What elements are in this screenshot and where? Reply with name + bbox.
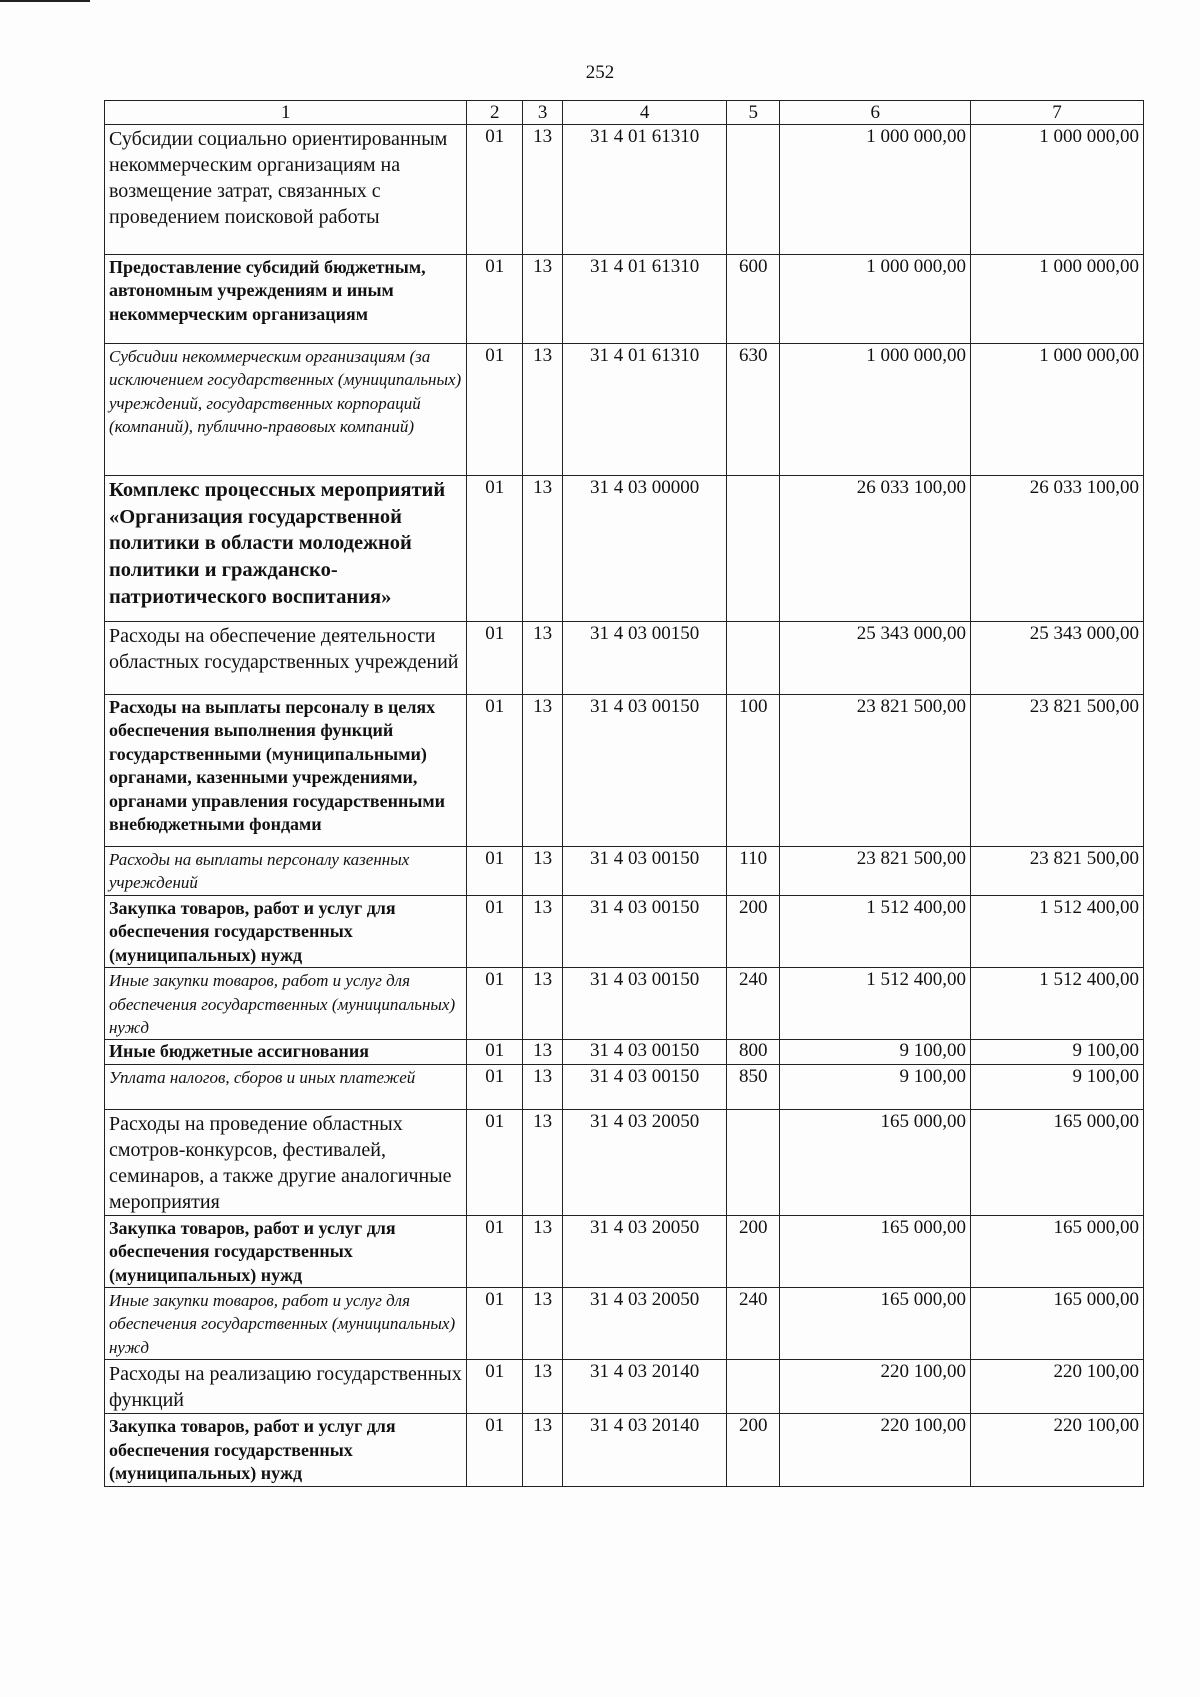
expense-type-code: 240 xyxy=(726,968,780,1040)
section-code: 01 xyxy=(467,695,523,847)
target-article-code: 31 4 03 00000 xyxy=(563,476,727,622)
expense-type-code: 200 xyxy=(726,1215,780,1287)
amount-year-2: 9 100,00 xyxy=(970,1040,1143,1064)
amount-year-2: 1 000 000,00 xyxy=(970,255,1143,344)
row-name: Иные закупки товаров, работ и услуг для обеспечения государственных (муниципальных) нужд xyxy=(105,968,467,1040)
table-row xyxy=(105,1064,1144,1109)
section-code: 01 xyxy=(467,1288,523,1360)
amount-year-2: 25 343 000,00 xyxy=(970,622,1143,695)
header-col-6: 6 xyxy=(780,101,971,125)
amount-year-1: 165 000,00 xyxy=(780,1288,971,1360)
amount-year-1: 1 000 000,00 xyxy=(780,344,971,476)
table-row xyxy=(105,1288,1144,1360)
amount-year-1: 165 000,00 xyxy=(780,1215,971,1287)
amount-year-1: 25 343 000,00 xyxy=(780,622,971,695)
section-code: 01 xyxy=(467,1040,523,1064)
header-col-1: 1 xyxy=(105,101,467,125)
row-name: Закупка товаров, работ и услуг для обеспечения государственных (муниципальных) нужд xyxy=(105,1215,467,1287)
row-name: Уплата налогов, сборов и иных платежей xyxy=(105,1064,467,1109)
target-article-code: 31 4 03 00150 xyxy=(563,1064,727,1109)
header-col-4: 4 xyxy=(563,101,727,125)
target-article-code: 31 4 03 00150 xyxy=(563,695,727,847)
target-article-code: 31 4 03 20050 xyxy=(563,1288,727,1360)
expense-type-code: 110 xyxy=(726,847,780,896)
row-name: Закупка товаров, работ и услуг для обеспечения государственных (муниципальных) нужд xyxy=(105,1414,467,1486)
header-row xyxy=(105,101,1144,125)
section-code: 01 xyxy=(467,255,523,344)
target-article-code: 31 4 03 00150 xyxy=(563,968,727,1040)
expense-type-code xyxy=(726,1360,780,1414)
page-number: 252 xyxy=(585,62,615,83)
row-name: Субсидии социально ориентированным некоммерческим организациям на возмещение затрат, связанных с проведением поисковой работы xyxy=(105,125,467,255)
subsection-code: 13 xyxy=(523,1064,563,1109)
target-article-code: 31 4 03 00150 xyxy=(563,622,727,695)
section-code: 01 xyxy=(467,1360,523,1414)
expense-type-code: 100 xyxy=(726,695,780,847)
row-name: Расходы на выплаты персоналу казенных учреждений xyxy=(105,847,467,896)
section-code: 01 xyxy=(467,125,523,255)
section-code: 01 xyxy=(467,344,523,476)
target-article-code: 31 4 01 61310 xyxy=(563,125,727,255)
amount-year-1: 9 100,00 xyxy=(780,1064,971,1109)
row-name: Расходы на обеспечение деятельности областных государственных учреждений xyxy=(105,622,467,695)
table-row xyxy=(105,1040,1144,1064)
subsection-code: 13 xyxy=(523,125,563,255)
table-row xyxy=(105,1360,1144,1414)
amount-year-2: 220 100,00 xyxy=(970,1360,1143,1414)
amount-year-1: 1 512 400,00 xyxy=(780,968,971,1040)
row-name: Иные закупки товаров, работ и услуг для обеспечения государственных (муниципальных) нужд xyxy=(105,1288,467,1360)
subsection-code: 13 xyxy=(523,968,563,1040)
header-col-2: 2 xyxy=(467,101,523,125)
subsection-code: 13 xyxy=(523,255,563,344)
expense-type-code: 630 xyxy=(726,344,780,476)
target-article-code: 31 4 01 61310 xyxy=(563,255,727,344)
amount-year-1: 23 821 500,00 xyxy=(780,695,971,847)
section-code: 01 xyxy=(467,1215,523,1287)
expense-type-code: 200 xyxy=(726,1414,780,1486)
target-article-code: 31 4 03 20050 xyxy=(563,1215,727,1287)
subsection-code: 13 xyxy=(523,1109,563,1215)
table-row xyxy=(105,1414,1144,1486)
top-rule xyxy=(0,0,90,2)
expense-type-code: 200 xyxy=(726,895,780,967)
subsection-code: 13 xyxy=(523,1360,563,1414)
expense-type-code: 240 xyxy=(726,1288,780,1360)
table-row xyxy=(105,1215,1144,1287)
subsection-code: 13 xyxy=(523,847,563,896)
section-code: 01 xyxy=(467,895,523,967)
amount-year-1: 220 100,00 xyxy=(780,1414,971,1486)
amount-year-2: 165 000,00 xyxy=(970,1215,1143,1287)
expense-type-code xyxy=(726,1109,780,1215)
budget-table xyxy=(104,100,1144,1487)
amount-year-2: 1 512 400,00 xyxy=(970,968,1143,1040)
row-name: Иные бюджетные ассигнования xyxy=(105,1040,467,1064)
section-code: 01 xyxy=(467,968,523,1040)
subsection-code: 13 xyxy=(523,1414,563,1486)
target-article-code: 31 4 01 61310 xyxy=(563,344,727,476)
section-code: 01 xyxy=(467,476,523,622)
section-code: 01 xyxy=(467,1064,523,1109)
header-col-5: 5 xyxy=(726,101,780,125)
amount-year-2: 9 100,00 xyxy=(970,1064,1143,1109)
table-row xyxy=(105,695,1144,847)
table-row xyxy=(105,344,1144,476)
amount-year-1: 1 000 000,00 xyxy=(780,125,971,255)
target-article-code: 31 4 03 00150 xyxy=(563,1040,727,1064)
amount-year-2: 1 512 400,00 xyxy=(970,895,1143,967)
row-name: Закупка товаров, работ и услуг для обеспечения государственных (муниципальных) нужд xyxy=(105,895,467,967)
subsection-code: 13 xyxy=(523,1215,563,1287)
table-row xyxy=(105,895,1144,967)
amount-year-1: 26 033 100,00 xyxy=(780,476,971,622)
subsection-code: 13 xyxy=(523,1288,563,1360)
table-row xyxy=(105,847,1144,896)
row-name: Комплекс процессных мероприятий «Организация государственной политики в области молодежной политики и гражданско-патриотического воспитания» xyxy=(105,476,467,622)
table-row xyxy=(105,476,1144,622)
table-row xyxy=(105,1109,1144,1215)
row-name: Расходы на проведение областных смотров-конкурсов, фестивалей, семинаров, а также другие аналогичные мероприятия xyxy=(105,1109,467,1215)
subsection-code: 13 xyxy=(523,695,563,847)
amount-year-1: 23 821 500,00 xyxy=(780,847,971,896)
amount-year-1: 9 100,00 xyxy=(780,1040,971,1064)
expense-type-code xyxy=(726,125,780,255)
amount-year-1: 1 512 400,00 xyxy=(780,895,971,967)
amount-year-2: 23 821 500,00 xyxy=(970,695,1143,847)
amount-year-2: 23 821 500,00 xyxy=(970,847,1143,896)
amount-year-2: 1 000 000,00 xyxy=(970,125,1143,255)
subsection-code: 13 xyxy=(523,344,563,476)
subsection-code: 13 xyxy=(523,622,563,695)
amount-year-2: 165 000,00 xyxy=(970,1109,1143,1215)
section-code: 01 xyxy=(467,1414,523,1486)
target-article-code: 31 4 03 00150 xyxy=(563,895,727,967)
table-body xyxy=(105,125,1144,1487)
row-name: Субсидии некоммерческим организациям (за исключением государственных (муниципальных) учреждений, государственных корпораций (компаний), публично-правовых компаний) xyxy=(105,344,467,476)
section-code: 01 xyxy=(467,1109,523,1215)
target-article-code: 31 4 03 00150 xyxy=(563,847,727,896)
header-col-3: 3 xyxy=(523,101,563,125)
expense-type-code: 850 xyxy=(726,1064,780,1109)
amount-year-2: 220 100,00 xyxy=(970,1414,1143,1486)
amount-year-2: 1 000 000,00 xyxy=(970,344,1143,476)
subsection-code: 13 xyxy=(523,476,563,622)
amount-year-1: 165 000,00 xyxy=(780,1109,971,1215)
table-row xyxy=(105,622,1144,695)
row-name: Расходы на выплаты персоналу в целях обеспечения выполнения функций государственными (муниципальными) органами, казенными учреждениями, органами управления государственными внебюджетными фондами xyxy=(105,695,467,847)
expense-type-code xyxy=(726,622,780,695)
expense-type-code xyxy=(726,476,780,622)
amount-year-2: 26 033 100,00 xyxy=(970,476,1143,622)
target-article-code: 31 4 03 20050 xyxy=(563,1109,727,1215)
row-name: Расходы на реализацию государственных функций xyxy=(105,1360,467,1414)
target-article-code: 31 4 03 20140 xyxy=(563,1360,727,1414)
header-col-7: 7 xyxy=(970,101,1143,125)
expense-type-code: 600 xyxy=(726,255,780,344)
section-code: 01 xyxy=(467,847,523,896)
section-code: 01 xyxy=(467,622,523,695)
row-name: Предоставление субсидий бюджетным, автономным учреждениям и иным некоммерческим организациям xyxy=(105,255,467,344)
table-row xyxy=(105,968,1144,1040)
subsection-code: 13 xyxy=(523,895,563,967)
expense-type-code: 800 xyxy=(726,1040,780,1064)
amount-year-1: 1 000 000,00 xyxy=(780,255,971,344)
subsection-code: 13 xyxy=(523,1040,563,1064)
amount-year-2: 165 000,00 xyxy=(970,1288,1143,1360)
table-row xyxy=(105,125,1144,255)
target-article-code: 31 4 03 20140 xyxy=(563,1414,727,1486)
amount-year-1: 220 100,00 xyxy=(780,1360,971,1414)
table-row xyxy=(105,255,1144,344)
